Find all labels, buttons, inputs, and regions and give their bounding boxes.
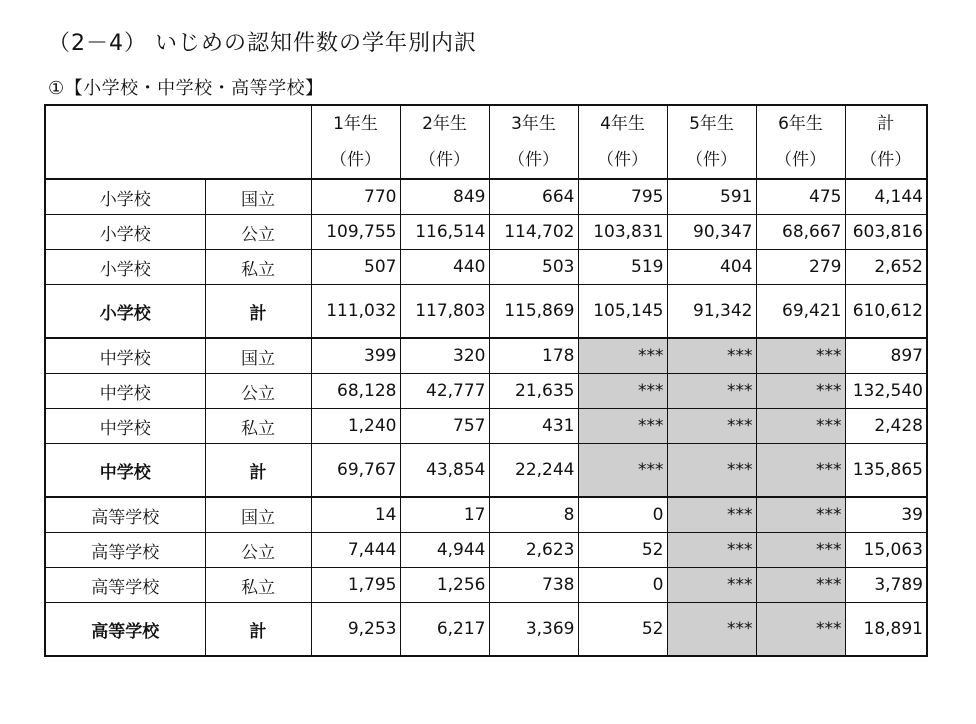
- header-corner: [45, 105, 311, 142]
- header-grade-5: 5年生: [667, 105, 756, 142]
- header-unit: （件）: [400, 142, 489, 179]
- grade-6-count-cell: ***: [756, 374, 845, 409]
- header-grade-1: 1年生: [311, 105, 400, 142]
- header-unit: （件）: [845, 142, 927, 179]
- total-count-cell: 2,652: [845, 250, 927, 285]
- grade-1-count-cell: 770: [311, 179, 400, 215]
- total-count-cell: 603,816: [845, 215, 927, 250]
- grade-1-count-cell: 69,767: [311, 444, 400, 498]
- grade-5-count-cell: ***: [667, 374, 756, 409]
- establishment-cell: 私立: [205, 568, 311, 603]
- grade-4-count-cell: 519: [578, 250, 667, 285]
- grade-2-count-cell: 6,217: [400, 603, 489, 657]
- header-grade-4: 4年生: [578, 105, 667, 142]
- grade-3-count-cell: 431: [489, 409, 578, 444]
- grade-6-count-cell: 279: [756, 250, 845, 285]
- table-row: [45, 338, 927, 374]
- establishment-cell: 私立: [205, 409, 311, 444]
- grade-5-count-cell: ***: [667, 444, 756, 498]
- grade-1-count-cell: 1,240: [311, 409, 400, 444]
- establishment-cell: 公立: [205, 215, 311, 250]
- grade-5-count-cell: ***: [667, 338, 756, 374]
- grade-5-count-cell: 90,347: [667, 215, 756, 250]
- grade-5-count-cell: ***: [667, 568, 756, 603]
- grade-2-count-cell: 116,514: [400, 215, 489, 250]
- header-grade-3: 3年生: [489, 105, 578, 142]
- table-row: [45, 179, 927, 215]
- bullying-by-grade-table: [44, 104, 928, 657]
- grade-3-count-cell: 503: [489, 250, 578, 285]
- grade-5-count-cell: ***: [667, 533, 756, 568]
- grade-2-count-cell: 320: [400, 338, 489, 374]
- header-row-grades: [45, 105, 927, 142]
- grade-1-count-cell: 109,755: [311, 215, 400, 250]
- school-type-cell: 中学校: [45, 338, 205, 374]
- grade-2-count-cell: 17: [400, 497, 489, 533]
- grade-5-count-cell: 91,342: [667, 285, 756, 339]
- grade-5-count-cell: ***: [667, 497, 756, 533]
- grade-4-count-cell: 0: [578, 568, 667, 603]
- grade-4-count-cell: 795: [578, 179, 667, 215]
- grade-5-count-cell: ***: [667, 603, 756, 657]
- header-grade-6: 6年生: [756, 105, 845, 142]
- table-row: [45, 603, 927, 657]
- header-unit: （件）: [578, 142, 667, 179]
- school-type-cell: 高等学校: [45, 603, 205, 657]
- grade-2-count-cell: 1,256: [400, 568, 489, 603]
- grade-5-count-cell: 404: [667, 250, 756, 285]
- table-row: [45, 533, 927, 568]
- school-type-cell: 小学校: [45, 179, 205, 215]
- grade-6-count-cell: ***: [756, 568, 845, 603]
- grade-1-count-cell: 68,128: [311, 374, 400, 409]
- grade-2-count-cell: 4,944: [400, 533, 489, 568]
- table-row: [45, 285, 927, 339]
- grade-4-count-cell: 52: [578, 533, 667, 568]
- grade-3-count-cell: 3,369: [489, 603, 578, 657]
- grade-6-count-cell: ***: [756, 338, 845, 374]
- table-row: [45, 215, 927, 250]
- grade-5-count-cell: ***: [667, 409, 756, 444]
- grade-3-count-cell: 115,869: [489, 285, 578, 339]
- grade-6-count-cell: ***: [756, 533, 845, 568]
- total-count-cell: 39: [845, 497, 927, 533]
- header-unit: （件）: [489, 142, 578, 179]
- page-title: （2－4） いじめの認知件数の学年別内訳: [48, 31, 477, 56]
- grade-4-count-cell: 103,831: [578, 215, 667, 250]
- establishment-cell: 計: [205, 603, 311, 657]
- establishment-cell: 私立: [205, 250, 311, 285]
- grade-2-count-cell: 440: [400, 250, 489, 285]
- header-total: 計: [845, 105, 927, 142]
- total-count-cell: 610,612: [845, 285, 927, 339]
- grade-2-count-cell: 757: [400, 409, 489, 444]
- grade-1-count-cell: 507: [311, 250, 400, 285]
- grade-6-count-cell: 68,667: [756, 215, 845, 250]
- establishment-cell: 公立: [205, 533, 311, 568]
- table-row: [45, 497, 927, 533]
- establishment-cell: 国立: [205, 179, 311, 215]
- grade-2-count-cell: 117,803: [400, 285, 489, 339]
- total-count-cell: 2,428: [845, 409, 927, 444]
- header-unit: （件）: [756, 142, 845, 179]
- grade-3-count-cell: 738: [489, 568, 578, 603]
- grade-4-count-cell: 52: [578, 603, 667, 657]
- grade-6-count-cell: ***: [756, 497, 845, 533]
- grade-3-count-cell: 8: [489, 497, 578, 533]
- total-count-cell: 3,789: [845, 568, 927, 603]
- school-type-cell: 小学校: [45, 250, 205, 285]
- header-corner-lower: [45, 142, 311, 179]
- header-grade-2: 2年生: [400, 105, 489, 142]
- grade-4-count-cell: ***: [578, 444, 667, 498]
- header-row-units: [45, 142, 927, 179]
- grade-3-count-cell: 114,702: [489, 215, 578, 250]
- grade-3-count-cell: 2,623: [489, 533, 578, 568]
- header-unit: （件）: [667, 142, 756, 179]
- grade-2-count-cell: 42,777: [400, 374, 489, 409]
- school-type-cell: 中学校: [45, 409, 205, 444]
- grade-1-count-cell: 14: [311, 497, 400, 533]
- grade-4-count-cell: ***: [578, 374, 667, 409]
- grade-2-count-cell: 849: [400, 179, 489, 215]
- grade-6-count-cell: 475: [756, 179, 845, 215]
- total-count-cell: 4,144: [845, 179, 927, 215]
- grade-2-count-cell: 43,854: [400, 444, 489, 498]
- establishment-cell: 国立: [205, 338, 311, 374]
- grade-3-count-cell: 22,244: [489, 444, 578, 498]
- grade-1-count-cell: 7,444: [311, 533, 400, 568]
- establishment-cell: 国立: [205, 497, 311, 533]
- grade-1-count-cell: 111,032: [311, 285, 400, 339]
- school-type-cell: 小学校: [45, 215, 205, 250]
- table-row: [45, 374, 927, 409]
- school-type-cell: 中学校: [45, 444, 205, 498]
- total-count-cell: 135,865: [845, 444, 927, 498]
- grade-4-count-cell: 105,145: [578, 285, 667, 339]
- grade-1-count-cell: 9,253: [311, 603, 400, 657]
- grade-3-count-cell: 178: [489, 338, 578, 374]
- grade-3-count-cell: 21,635: [489, 374, 578, 409]
- total-count-cell: 132,540: [845, 374, 927, 409]
- section-heading: ①【小学校・中学校・高等学校】: [48, 78, 324, 99]
- school-type-cell: 小学校: [45, 285, 205, 339]
- grade-6-count-cell: 69,421: [756, 285, 845, 339]
- establishment-cell: 計: [205, 444, 311, 498]
- school-type-cell: 高等学校: [45, 533, 205, 568]
- grade-3-count-cell: 664: [489, 179, 578, 215]
- grade-5-count-cell: 591: [667, 179, 756, 215]
- grade-6-count-cell: ***: [756, 409, 845, 444]
- grade-1-count-cell: 399: [311, 338, 400, 374]
- grade-1-count-cell: 1,795: [311, 568, 400, 603]
- establishment-cell: 公立: [205, 374, 311, 409]
- school-type-cell: 高等学校: [45, 568, 205, 603]
- table-row: [45, 568, 927, 603]
- grade-6-count-cell: ***: [756, 603, 845, 657]
- total-count-cell: 15,063: [845, 533, 927, 568]
- table-row: [45, 250, 927, 285]
- total-count-cell: 18,891: [845, 603, 927, 657]
- grade-4-count-cell: ***: [578, 409, 667, 444]
- table-row: [45, 444, 927, 498]
- grade-4-count-cell: 0: [578, 497, 667, 533]
- grade-6-count-cell: ***: [756, 444, 845, 498]
- total-count-cell: 897: [845, 338, 927, 374]
- table-row: [45, 409, 927, 444]
- grade-4-count-cell: ***: [578, 338, 667, 374]
- school-type-cell: 高等学校: [45, 497, 205, 533]
- header-unit: （件）: [311, 142, 400, 179]
- school-type-cell: 中学校: [45, 374, 205, 409]
- establishment-cell: 計: [205, 285, 311, 339]
